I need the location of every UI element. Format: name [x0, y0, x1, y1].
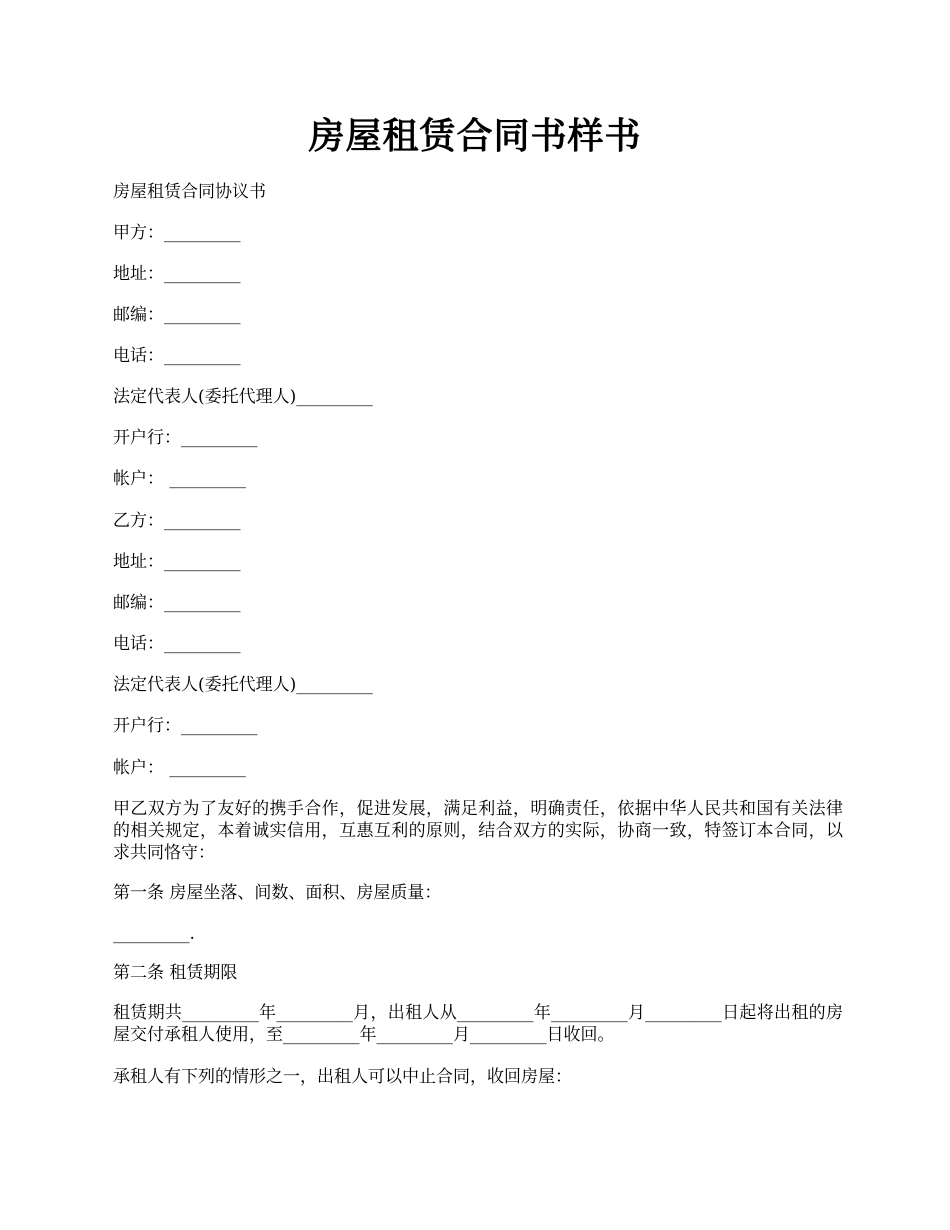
article2-termination: 承租人有下列的情形之一，出租人可以中止合同，收回房屋： — [113, 1067, 572, 1087]
party-a-address: 地址：_________ — [113, 264, 241, 284]
party-b-phone: 电话：_________ — [113, 634, 241, 654]
party-a-representative: 法定代表人(委托代理人)_________ — [113, 387, 373, 407]
article1-blank: _________. — [113, 924, 195, 944]
document-title: 房屋租赁合同书样书 — [308, 115, 642, 157]
article2-paragraph: 租赁期共_________年_________月，出租人从_________年_________月_________日起将出租的房屋交付承租人使用，至_________年_________月_________日收回。 — [113, 1003, 843, 1045]
party-b-account: 帐户： _________ — [113, 758, 246, 778]
preamble-paragraph: 甲乙双方为了友好的携手合作，促进发展，满足利益，明确责任，依据中华人民共和国有关法律的相关规定，本着诚实信用，互惠互利的原则，结合双方的实际，协商一致，特签订本合同，以求共同恪守： — [113, 799, 843, 863]
party-b-address: 地址：_________ — [113, 552, 241, 572]
party-b-representative: 法定代表人(委托代理人)_________ — [113, 675, 373, 695]
party-b-name: 乙方：_________ — [113, 511, 241, 531]
document-subtitle: 房屋租赁合同协议书 — [113, 182, 266, 202]
party-b-postcode: 邮编：_________ — [113, 593, 241, 613]
party-a-bank: 开户行：_________ — [113, 428, 258, 448]
party-a-name: 甲方：_________ — [113, 223, 241, 243]
article2-heading: 第二条 租赁期限 — [113, 963, 238, 983]
party-a-postcode: 邮编：_________ — [113, 305, 241, 325]
party-a-phone: 电话：_________ — [113, 346, 241, 366]
article1-heading: 第一条 房屋坐落、间数、面积、房屋质量： — [113, 883, 442, 903]
party-b-bank: 开户行：_________ — [113, 716, 258, 736]
party-a-account: 帐户： _________ — [113, 469, 246, 489]
